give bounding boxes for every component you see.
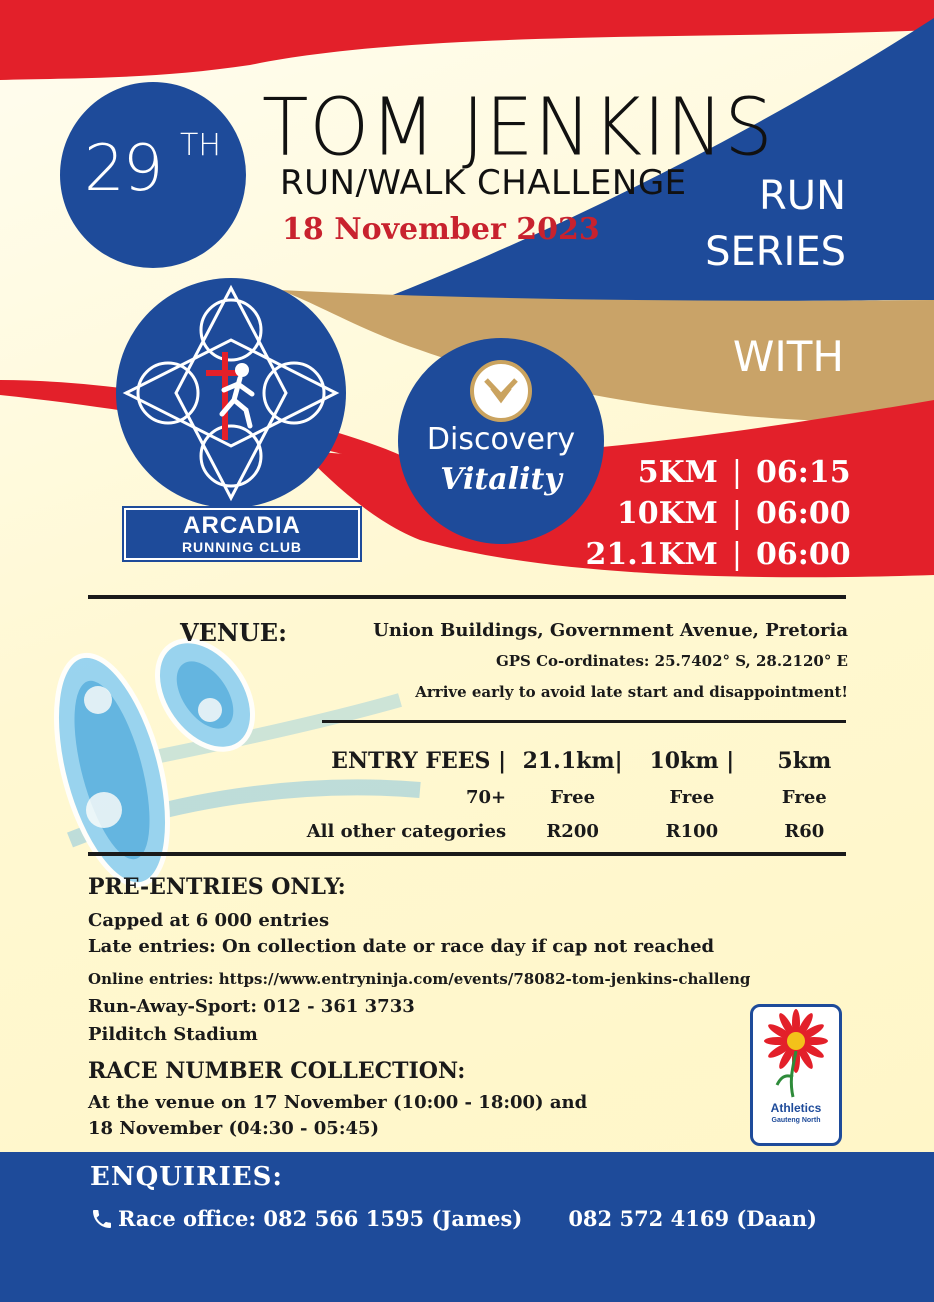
race-start-time: 06:00 bbox=[756, 537, 851, 572]
sponsor-name: Discovery bbox=[426, 422, 576, 457]
fees-cell: R60 bbox=[784, 820, 825, 842]
divider-venue bbox=[322, 720, 846, 723]
enquiries-heading: ENQUIRIES: bbox=[90, 1162, 284, 1192]
fees-header-row bbox=[296, 742, 856, 780]
fees-header: 21.1km| bbox=[522, 748, 623, 774]
club-name: ARCADIA bbox=[183, 512, 301, 539]
race-separator: | bbox=[731, 496, 742, 531]
race-separator: | bbox=[731, 455, 742, 490]
fees-cell: Free bbox=[669, 786, 715, 808]
edition-badge bbox=[60, 82, 246, 268]
race-office-contact: Race office: 082 566 1595 (James) bbox=[118, 1206, 523, 1231]
entries-online-link[interactable]: Online entries: https://www.entryninja.com/events/78082-tom-jenkins-challeng bbox=[88, 970, 751, 988]
race-distance: 21.1KM bbox=[585, 537, 718, 572]
pre-entries-heading: PRE-ENTRIES ONLY: bbox=[88, 874, 346, 900]
fees-category: 70+ bbox=[465, 786, 507, 808]
entry-fees-table bbox=[296, 742, 856, 848]
race-row bbox=[586, 452, 851, 493]
sponsor-logo bbox=[398, 338, 604, 544]
fees-cell: R200 bbox=[546, 820, 599, 842]
contact-line bbox=[90, 1206, 817, 1231]
with-label: WITH bbox=[732, 332, 844, 381]
race-distances bbox=[585, 452, 851, 575]
fees-row bbox=[296, 814, 856, 848]
collection-line2: 18 November (04:30 - 05:45) bbox=[88, 1118, 380, 1139]
race-row bbox=[586, 493, 851, 534]
event-title: TOM JENKINS bbox=[262, 79, 774, 174]
race-row bbox=[585, 534, 851, 575]
entries-cap: Capped at 6 000 entries bbox=[88, 910, 330, 931]
event-subtitle: RUN/WALK CHALLENGE bbox=[280, 163, 687, 203]
entries-shop: Run-Away-Sport: 012 - 361 3733 bbox=[88, 996, 415, 1017]
fees-category: All other categories bbox=[306, 820, 507, 842]
club-logo bbox=[116, 278, 346, 508]
athletics-logo bbox=[750, 1004, 842, 1146]
run-series-line1: RUN bbox=[759, 173, 846, 219]
fees-cell: Free bbox=[781, 786, 827, 808]
event-date: 18 November 2023 bbox=[282, 212, 600, 247]
club-emblem-icon bbox=[116, 278, 346, 508]
venue-note: Arrive early to avoid late start and disappointment! bbox=[415, 683, 848, 701]
fees-cell: Free bbox=[550, 786, 596, 808]
venue-label: VENUE: bbox=[180, 618, 287, 647]
entries-late: Late entries: On collection date or race day if cap not reached bbox=[88, 936, 715, 957]
fees-row bbox=[296, 780, 856, 814]
divider-top bbox=[88, 595, 846, 599]
divider-fees bbox=[88, 852, 846, 856]
venue-gps: GPS Co-ordinates: 25.7402° S, 28.2120° E bbox=[495, 652, 848, 670]
sponsor-tagline: Vitality bbox=[440, 462, 562, 497]
fees-cell: R100 bbox=[665, 820, 719, 842]
collection-heading: RACE NUMBER COLLECTION: bbox=[88, 1058, 466, 1084]
race-distance: 5KM bbox=[637, 455, 718, 490]
athletics-logo-line1: Athletics bbox=[770, 1101, 822, 1115]
fees-header: 10km | bbox=[649, 748, 735, 774]
run-series-line2: SERIES bbox=[705, 229, 846, 275]
edition-suffix: TH bbox=[180, 128, 221, 163]
top-red-swoosh bbox=[0, 0, 934, 80]
race-distance: 10KM bbox=[616, 496, 718, 531]
venue-address: Union Buildings, Government Avenue, Pretoria bbox=[373, 620, 848, 641]
club-subname: RUNNING CLUB bbox=[181, 539, 303, 555]
enquiries-footer bbox=[0, 1152, 934, 1302]
second-contact: 082 572 4169 (Daan) bbox=[568, 1206, 817, 1231]
race-separator: | bbox=[731, 537, 742, 572]
run-series-label bbox=[705, 168, 846, 280]
phone-icon bbox=[90, 1207, 114, 1231]
fees-header: 5km bbox=[777, 748, 832, 774]
discovery-emblem-icon bbox=[470, 360, 532, 422]
race-start-time: 06:00 bbox=[756, 496, 851, 531]
collection-line1: At the venue on 17 November (10:00 - 18:00) and bbox=[88, 1092, 588, 1113]
edition-number: 29 bbox=[84, 132, 162, 206]
entries-stadium: Pilditch Stadium bbox=[88, 1024, 258, 1045]
race-start-time: 06:15 bbox=[756, 455, 851, 490]
athletics-logo-line2: Gauteng North bbox=[771, 1117, 821, 1124]
protea-flower-icon bbox=[753, 1007, 839, 1099]
club-name-plate bbox=[124, 508, 360, 560]
fees-header: ENTRY FEES | bbox=[331, 748, 507, 774]
